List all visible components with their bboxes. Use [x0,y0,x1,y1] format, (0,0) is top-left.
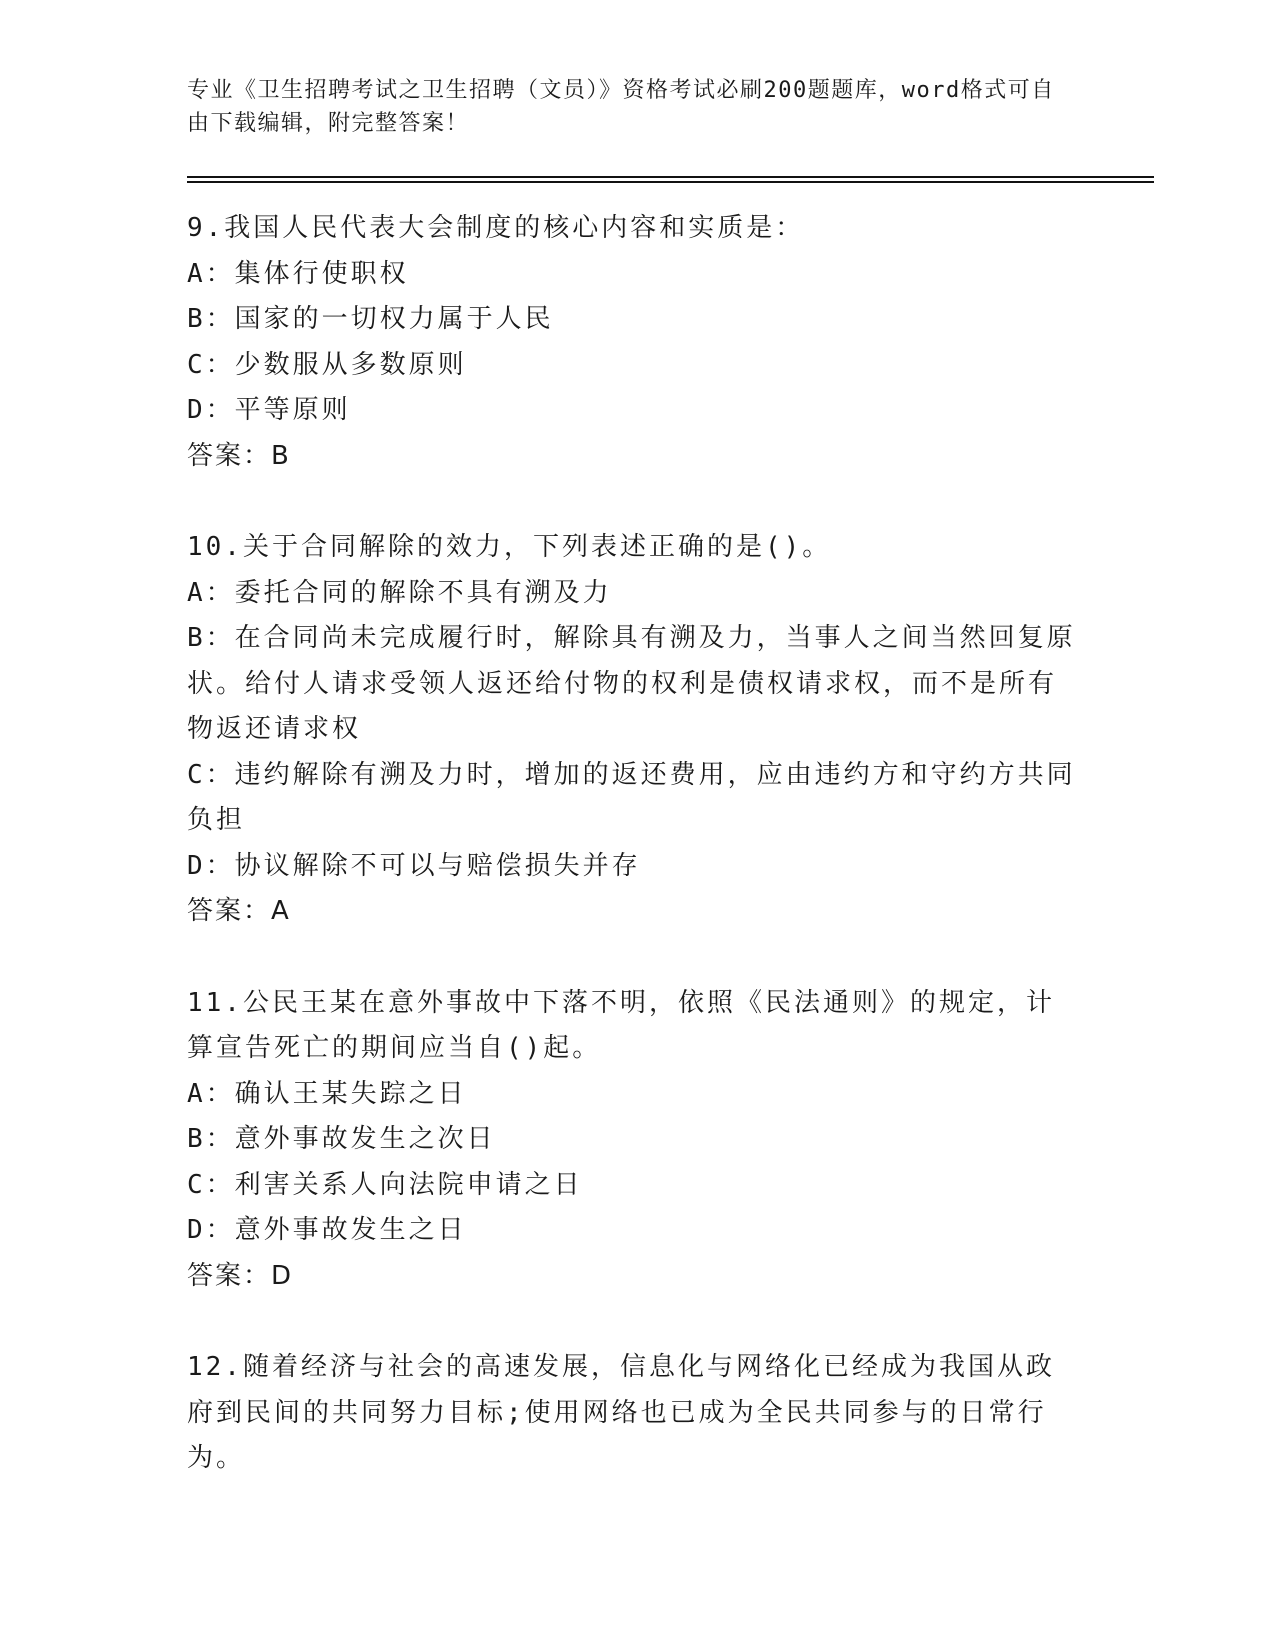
header-divider-top [187,176,1154,178]
header-text: 专业《卫生招聘考试之卫生招聘（文员）》资格考试必刷200题题库，word格式可自由下载编辑，附完整答案！ [187,78,1055,136]
option-c: C：违约解除有溯及力时，增加的返还费用，应由违约方和守约方共同负担 [187,759,1076,835]
option-d: D：平等原则 [187,395,351,425]
option-c: C：少数服从多数原则 [187,349,467,380]
answer-line [187,434,1077,480]
header-divider-bottom [187,181,1154,183]
question-12 [187,1345,1077,1482]
option-a: A：确认王某失踪之日 [187,1078,467,1109]
question-stem: 10.关于合同解除的效力，下列表述正确的是()。 [187,532,832,562]
question-stem: 11.公民王某在意外事故中下落不明，依照《民法通则》的规定，计算宣告死亡的期间应当自()起。 [187,987,1055,1063]
question-9 [187,206,1077,479]
answer-value: D [271,1260,293,1291]
answer-value: A [271,896,290,926]
question-11 [187,981,1077,1300]
answer-value: B [271,440,290,471]
answer-label: 答案： [187,1260,272,1291]
answer-line [187,1254,1077,1300]
option-a: A：集体行使职权 [187,258,409,289]
option-d: D：协议解除不可以与赔偿损失并存 [187,850,641,881]
option-d: D：意外事故发生之日 [187,1215,467,1245]
answer-label: 答案： [187,440,272,471]
question-stem: 9.我国人民代表大会制度的核心内容和实质是： [187,213,805,243]
answer-label: 答案： [187,896,272,926]
question-10 [187,525,1077,935]
option-b: B：国家的一切权力属于人民 [187,304,554,334]
question-stem: 12.随着经济与社会的高速发展，信息化与网络化已经成为我国从政府到民间的共同努力目标;使用网络也已成为全民共同参与的日常行为。 [187,1352,1055,1473]
answer-line [187,889,1077,935]
option-b: B：在合同尚未完成履行时，解除具有溯及力，当事人之间当然回复原状。给付人请求受领人返还给付物的权利是债权请求权，而不是所有物返还请求权 [187,623,1076,744]
option-a: A：委托合同的解除不具有溯及力 [187,577,612,608]
question-list [187,206,1077,1528]
document-header [187,74,1077,140]
option-c: C：利害关系人向法院申请之日 [187,1169,583,1200]
option-b: B：意外事故发生之次日 [187,1124,496,1154]
